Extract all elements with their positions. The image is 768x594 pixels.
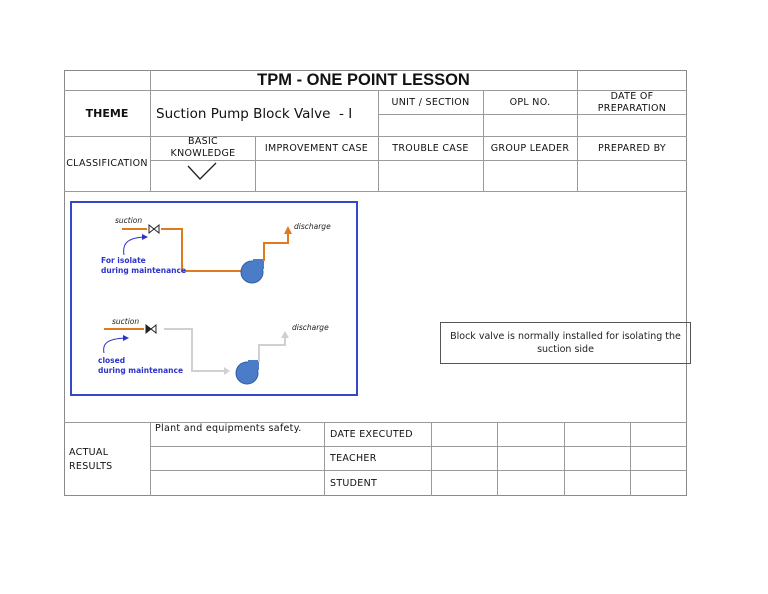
- opl-no-label: OPL NO.: [509, 97, 551, 108]
- teacher-label: TEACHER: [330, 453, 377, 464]
- unit-section-label: UNIT / SECTION: [391, 97, 470, 108]
- trouble-case-label: TROUBLE CASE: [392, 142, 469, 154]
- student-label: STUDENT: [330, 477, 378, 489]
- classification-label: CLASSIFICATION: [66, 158, 148, 169]
- grid-line: [150, 160, 687, 161]
- grid-line: [577, 70, 578, 191]
- date-of-preparation-label: DATE OF PREPARATION: [597, 90, 667, 114]
- grid-line: [150, 422, 151, 496]
- pump-diagram: [70, 201, 358, 396]
- actual-results-label: ACTUAL RESULTS: [69, 446, 113, 472]
- theme-value: Suction Pump Block Valve - I: [156, 105, 353, 122]
- basic-knowledge-label: BASIC KNOWLEDGE: [170, 136, 236, 159]
- explanation-note: Block valve is normally installed for isolating the suction side: [440, 322, 691, 364]
- group-leader-label: GROUP LEADER: [490, 142, 570, 154]
- bottom-discharge-label: discharge: [292, 323, 329, 332]
- bottom-note-line2: during maintenance: [98, 366, 184, 375]
- results-statement: Plant and equipments safety.: [155, 422, 302, 434]
- theme-label: THEME: [85, 107, 129, 120]
- top-note-line1: For isolate: [101, 256, 146, 265]
- student-cell[interactable]: [432, 471, 687, 495]
- top-note-line2: during maintenance: [101, 266, 187, 275]
- improvement-case-label: IMPROVEMENT CASE: [264, 142, 369, 154]
- top-discharge-label: discharge: [294, 222, 331, 231]
- grid-line: [64, 191, 687, 192]
- date-executed-cell[interactable]: [432, 423, 687, 446]
- check-mark-icon: [186, 161, 220, 183]
- teacher-cell[interactable]: [432, 447, 687, 470]
- grid-line: [324, 422, 325, 496]
- page-title: TPM - ONE POINT LESSON: [257, 71, 470, 89]
- top-suction-label: suction: [115, 216, 143, 225]
- bottom-note-line1: closed: [98, 356, 126, 365]
- prepared-by-label: PREPARED BY: [598, 142, 666, 154]
- bottom-suction-label: suction: [112, 317, 140, 326]
- date-executed-label: DATE EXECUTED: [330, 429, 413, 440]
